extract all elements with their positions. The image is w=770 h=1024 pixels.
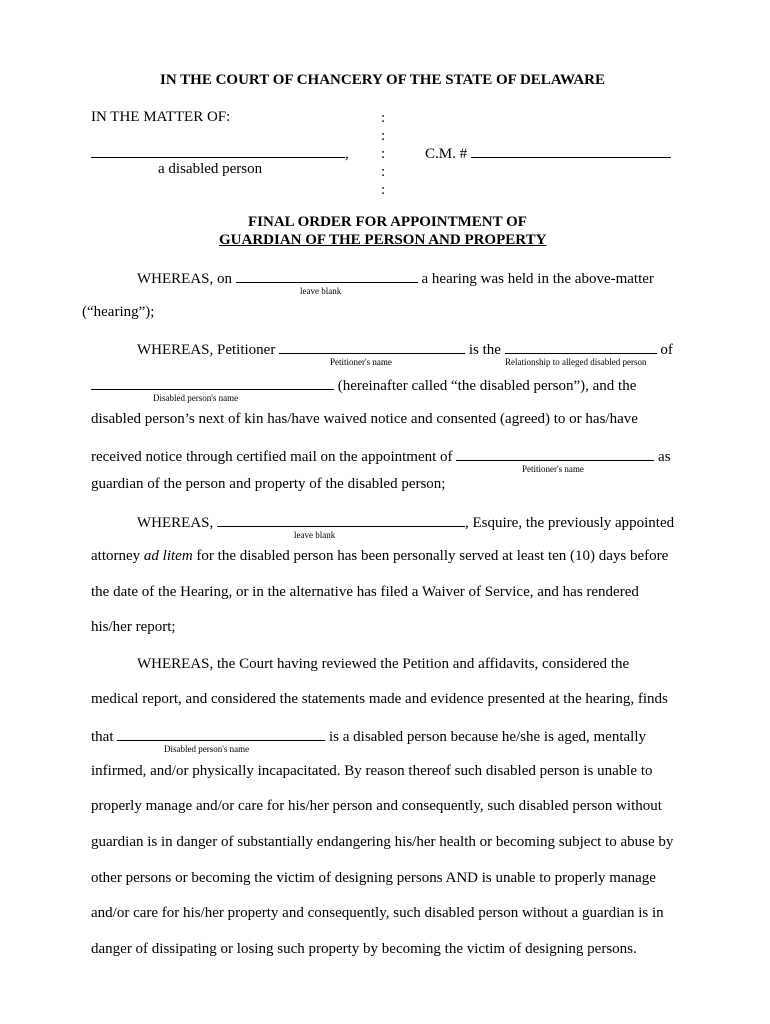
attorney-text: attorney	[91, 548, 141, 564]
colon-5: :	[381, 182, 386, 198]
medical-report-line: medical report, and considered the statements made and evidence presented at the hearing, finds	[91, 691, 668, 707]
comma: ,	[345, 146, 349, 162]
report-line: his/her report;	[91, 619, 176, 635]
guardian-danger-line: guardian is in danger of substantially endangering his/her health or becoming subject to abuse by	[91, 834, 674, 850]
of-text: of	[660, 342, 673, 358]
hearing-held-text: a hearing was held in the above-matter	[421, 271, 654, 287]
disabled-person-caption: a disabled person	[158, 161, 263, 177]
petitioner-row	[137, 339, 673, 359]
disabled-person-name-field[interactable]	[91, 143, 345, 158]
cm-number-row	[425, 143, 671, 163]
attorney-row	[137, 512, 674, 532]
colon-4: :	[381, 164, 386, 180]
hereinafter-text: (hereinafter called “the disabled person”), and the	[337, 378, 637, 394]
certified-mail-text: received notice through certified mail on the appointment of	[91, 449, 453, 465]
petitioner-name-hint: Petitioner's name	[330, 357, 392, 367]
appointee-name-field[interactable]	[456, 446, 654, 461]
attorney-name-field[interactable]	[217, 512, 465, 527]
hearing-row	[137, 268, 654, 288]
is-the-text: is the	[468, 342, 501, 358]
disabled-reason-text: is a disabled person because he/she is aged, mentally	[329, 729, 646, 745]
finding-row	[91, 726, 646, 746]
disabled-person-row	[91, 375, 636, 395]
properly-manage-line: properly manage and/or care for his/her person and consequently, such disabled person without	[91, 798, 662, 814]
cm-label: C.M. #	[425, 146, 468, 162]
next-of-kin-line: disabled person’s next of kin has/have waived notice and consented (agreed) to or has/have	[91, 411, 638, 427]
relationship-hint: Relationship to alleged disabled person	[505, 357, 647, 367]
designing-persons-line: other persons or becoming the victim of designing persons AND is unable to properly manage	[91, 870, 656, 886]
esquire-text: , Esquire, the previously appointed	[465, 515, 675, 531]
infirmed-line: infirmed, and/or physically incapacitated. By reason thereof such disabled person is unable to	[91, 763, 653, 779]
colon-1: :	[381, 110, 386, 126]
leave-blank-hint-2: leave blank	[294, 530, 336, 540]
disabled-person-field[interactable]	[91, 375, 334, 390]
colon-3: :	[381, 146, 386, 162]
whereas-text: WHEREAS,	[137, 515, 214, 531]
order-title-line2: GUARDIAN OF THE PERSON AND PROPERTY	[219, 232, 547, 248]
served-text: for the disabled person has been personally served at least ten (10) days before	[196, 548, 669, 564]
court-heading: IN THE COURT OF CHANCERY OF THE STATE OF DELAWARE	[160, 72, 605, 88]
hearing-date-line: the date of the Hearing, or in the alternative has filed a Waiver of Service, and has rendered	[91, 584, 639, 600]
finding-name-hint: Disabled person's name	[164, 744, 250, 754]
property-care-line: and/or care for his/her property and consequently, such disabled person without a guardian is in	[91, 905, 664, 921]
as-text: as	[658, 449, 671, 465]
court-reviewed-line: WHEREAS, the Court having reviewed the Petition and affidavits, considered the	[137, 656, 630, 672]
whereas-petitioner-text: WHEREAS, Petitioner	[137, 342, 276, 358]
appointee-name-hint: Petitioner's name	[522, 464, 584, 474]
matter-of-label: IN THE MATTER OF:	[91, 109, 231, 125]
order-title-line1: FINAL ORDER FOR APPOINTMENT OF	[248, 214, 527, 230]
disabled-person-hint: Disabled person's name	[153, 393, 239, 403]
appointment-row	[91, 446, 671, 466]
relationship-field[interactable]	[505, 339, 657, 354]
finding-name-field[interactable]	[117, 726, 325, 741]
dissipating-line: danger of dissipating or losing such property by becoming the victim of designing persons.	[91, 941, 637, 957]
hearing-definition: (“hearing”);	[82, 304, 155, 320]
cm-number-field[interactable]	[471, 143, 671, 158]
that-text: that	[91, 729, 114, 745]
ad-litem-text: ad litem	[143, 548, 193, 564]
attorney-ad-litem-line	[91, 547, 668, 565]
whereas-on-text: WHEREAS, on	[137, 271, 232, 287]
colon-2: :	[381, 128, 386, 144]
guardian-line: guardian of the person and property of the disabled person;	[91, 476, 446, 492]
leave-blank-hint-1: leave blank	[300, 286, 342, 296]
petitioner-name-field[interactable]	[279, 339, 465, 354]
hearing-date-field[interactable]	[236, 268, 418, 283]
